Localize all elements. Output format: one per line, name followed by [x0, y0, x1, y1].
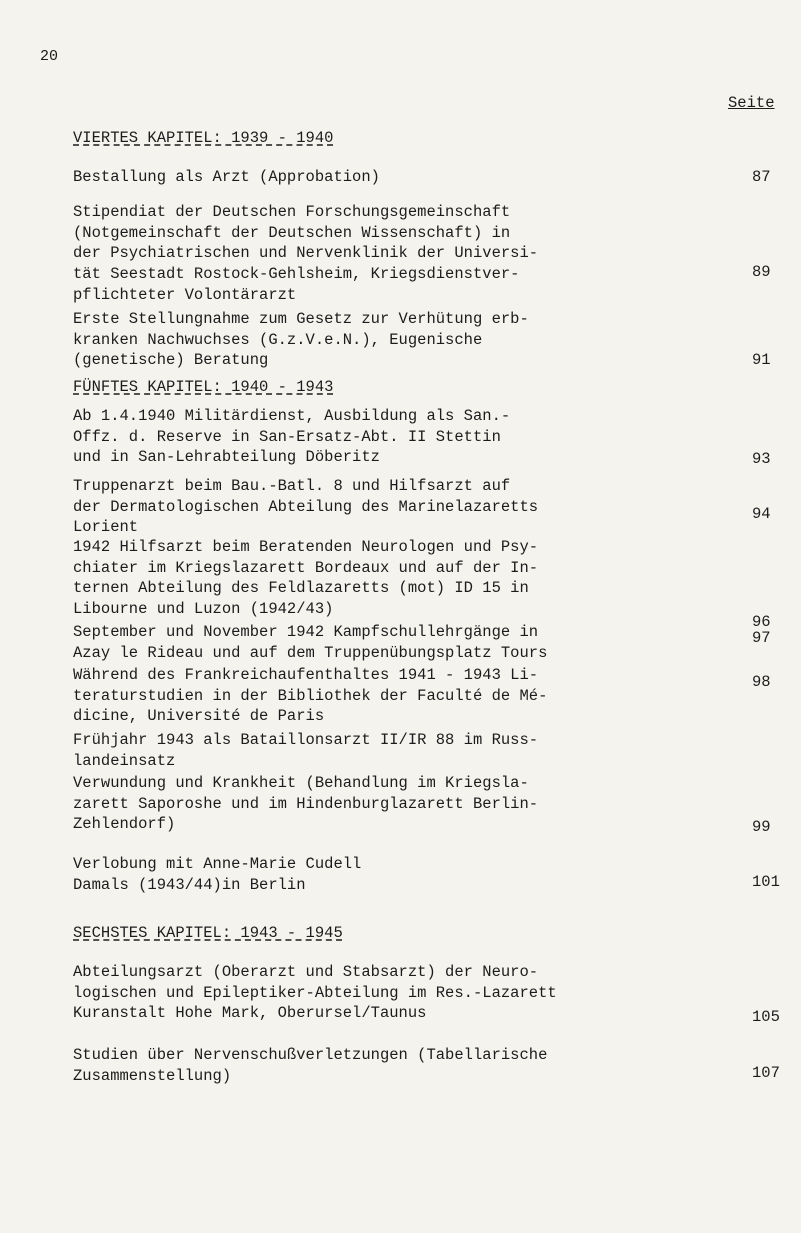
entry-line: und in San-Lehrabteilung Döberitz [73, 448, 380, 467]
chapter-heading: SECHSTES KAPITEL: 1943 - 1945 [73, 924, 343, 942]
toc-entry [73, 622, 633, 663]
entry-line: Verlobung mit Anne-Marie Cudell [73, 855, 362, 873]
entry-page-number: 105 [752, 1008, 780, 1026]
toc-entry [73, 406, 633, 468]
entry-line: logischen und Epileptiker-Abteilung im Res.-Lazarett [73, 983, 557, 1002]
toc-entry [73, 962, 633, 1024]
entry-line: zarett Saporoshe und im Hindenburglazarett Berlin- [73, 794, 539, 813]
entry-line: Lorient [73, 518, 139, 537]
chapter-heading: FÜNFTES KAPITEL: 1940 - 1943 [73, 378, 334, 396]
entry-line: 1942 Hilfsarzt beim Beratenden Neurologen und Psy- [73, 538, 539, 556]
entry-line: Während des Frankreichaufenthaltes 1941 - 1943 Li- [73, 666, 539, 684]
entry-line: Erste Stellungnahme zum Gesetz zur Verhütung erb- [73, 310, 529, 328]
toc-entry [73, 537, 633, 620]
entry-page-number: 87 [752, 168, 771, 186]
entry-line: (Notgemeinschaft der Deutschen Wissenschaft) in [73, 223, 511, 242]
entry-page-number: 89 [752, 263, 771, 281]
entry-line: Stipendiat der Deutschen Forschungsgemeinschaft [73, 203, 511, 221]
toc-entry [73, 1045, 633, 1086]
entry-line: der Dermatologischen Abteilung des Marinelazaretts [73, 497, 539, 516]
entry-line: landeinsatz [73, 751, 176, 770]
entry-line: Verwundung und Krankheit (Behandlung im Kriegsla- [73, 774, 529, 792]
toc-entry [73, 854, 633, 895]
entry-line: Libourne und Luzon (1942/43) [73, 600, 334, 619]
entry-page-number: 94 [752, 505, 771, 523]
entry-line: Azay le Rideau und auf dem Truppenübungsplatz Tours [73, 643, 548, 662]
chapter-heading: VIERTES KAPITEL: 1939 - 1940 [73, 129, 334, 147]
entry-page-number: 97 [752, 629, 771, 647]
entry-line: chiater im Kriegslazarett Bordeaux und auf der In- [73, 558, 539, 577]
entry-line: der Psychiatrischen und Nervenklinik der Universi- [73, 244, 539, 263]
entry-line: (genetische) Beratung [73, 351, 269, 370]
entry-line: Damals (1943/44)in Berlin [73, 875, 306, 894]
entry-line: pflichteter Volontärarzt [73, 285, 297, 304]
entry-line: tät Seestadt Rostock-Gehlsheim, Kriegsdienstver- [73, 265, 520, 284]
entry-page-number: 107 [752, 1064, 780, 1082]
entry-line: Frühjahr 1943 als Bataillonsarzt II/IR 88 im Russ- [73, 731, 539, 749]
toc-entry [73, 309, 633, 371]
entry-page-number: 99 [752, 818, 771, 836]
entry-line: Kuranstalt Hohe Mark, Oberursel/Taunus [73, 1004, 427, 1023]
toc-entry [73, 730, 633, 771]
entry-line: Abteilungsarzt (Oberarzt und Stabsarzt) der Neuro- [73, 963, 539, 981]
entry-line: Offz. d. Reserve in San-Ersatz-Abt. II Stettin [73, 427, 501, 446]
toc-entry [73, 202, 633, 306]
entry-page-number: 98 [752, 673, 771, 691]
entry-line: Truppenarzt beim Bau.-Batl. 8 und Hilfsarzt auf [73, 477, 511, 495]
toc-entry [73, 167, 633, 188]
toc-entry [73, 665, 633, 727]
toc-entry [73, 476, 633, 538]
entry-page-number: 93 [752, 450, 771, 468]
entry-line: dicine, Université de Paris [73, 707, 325, 726]
entry-line: Zehlendorf) [73, 815, 176, 834]
entry-line: Zusammenstellung) [73, 1066, 232, 1085]
entry-page-number: 101 [752, 873, 780, 891]
entry-page-number: 91 [752, 351, 771, 369]
entry-line: September und November 1942 Kampfschullehrgänge in [73, 623, 539, 641]
page-column-header: Seite [728, 94, 775, 112]
entry-page-number: 96 [752, 613, 771, 631]
entry-line: Studien über Nervenschußverletzungen (Tabellarische [73, 1046, 548, 1064]
entry-line: kranken Nachwuchses (G.z.V.e.N.), Eugenische [73, 330, 483, 349]
entry-line: teraturstudien in der Bibliothek der Faculté de Mé- [73, 686, 548, 705]
entry-line: ternen Abteilung des Feldlazaretts (mot) ID 15 in [73, 579, 529, 598]
entry-line: Bestallung als Arzt (Approbation) [73, 168, 380, 186]
entry-line: Ab 1.4.1940 Militärdienst, Ausbildung als San.- [73, 407, 511, 425]
toc-entry [73, 773, 633, 835]
page-number: 20 [40, 48, 59, 65]
